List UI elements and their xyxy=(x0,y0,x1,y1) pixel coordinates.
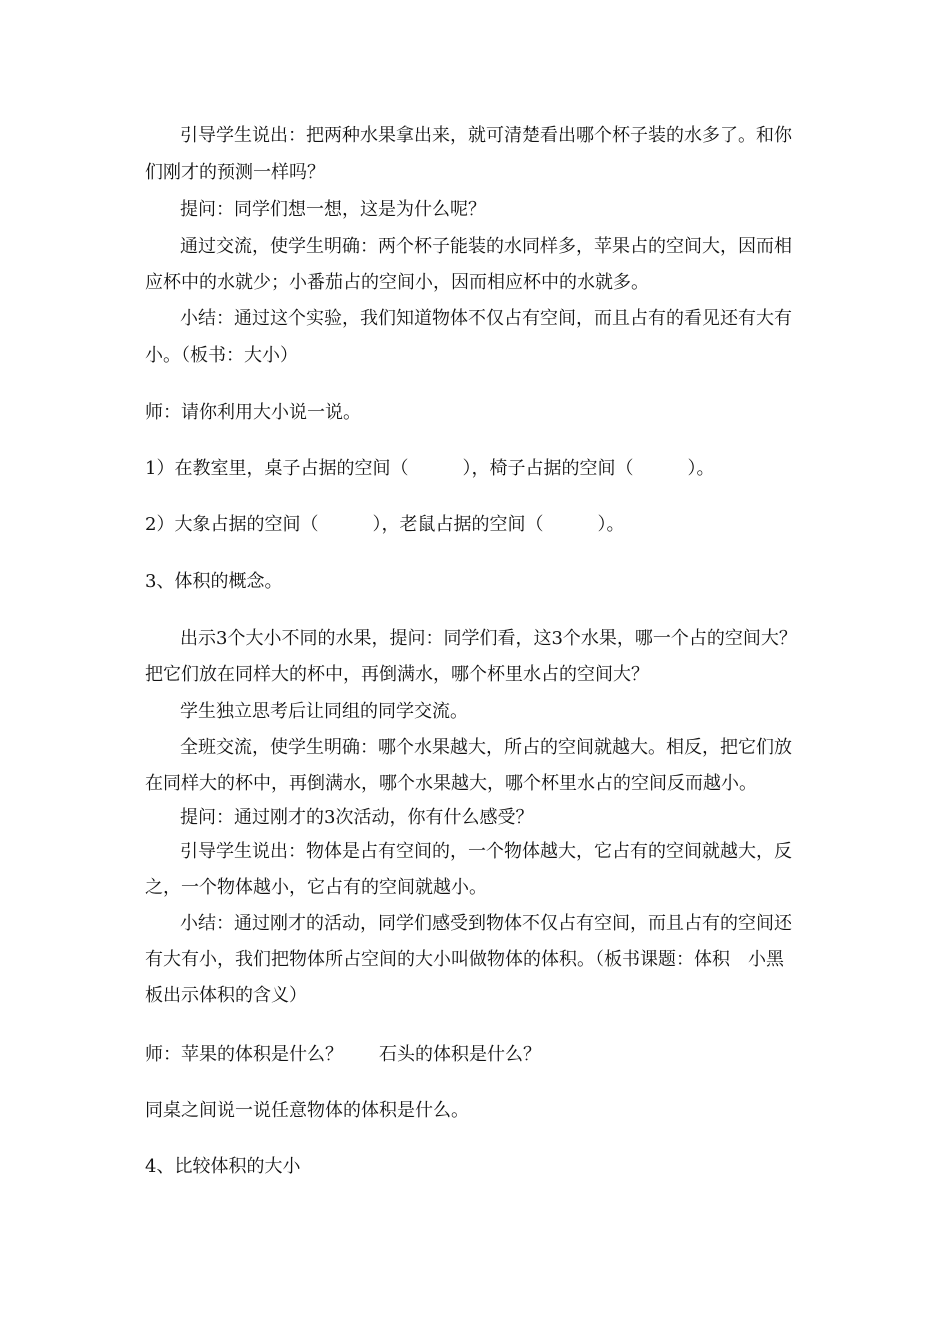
paragraph-line: 小。（板书：大小） xyxy=(145,345,298,366)
paragraph-line: 之，一个物体越小，它占有的空间就越小。 xyxy=(145,877,487,898)
paragraph-line: 引导学生说出：物体是占有空间的，一个物体越大，它占有的空间就越大，反 xyxy=(180,841,792,862)
paragraph-line: 通过交流，使学生明确：两个杯子能装的水同样多，苹果占的空间大，因而相 xyxy=(180,236,792,257)
section-heading: 4、比较体积的大小 xyxy=(145,1156,301,1177)
section-heading: 3、体积的概念。 xyxy=(145,571,283,592)
paragraph-line: 全班交流，使学生明确：哪个水果越大，所占的空间就越大。相反，把它们放 xyxy=(180,737,792,758)
paragraph-line: 学生独立思考后让同组的同学交流。 xyxy=(180,701,468,722)
paragraph-line: 提问：同学们想一想，这是为什么呢？ xyxy=(180,199,486,220)
paragraph-line: 小结：通过刚才的活动，同学们感受到物体不仅占有空间，而且占有的空间还 xyxy=(180,913,792,934)
paragraph-line: 板出示体积的含义） xyxy=(145,985,307,1006)
paragraph-line: 出示3个大小不同的水果，提问：同学们看，这3个水果，哪一个占的空间大？ xyxy=(180,628,797,649)
exercise-item-2: 2）大象占据的空间（ ），老鼠占据的空间（ ）。 xyxy=(145,514,625,535)
paragraph-line: 应杯中的水就少；小番茄占的空间小，因而相应杯中的水就多。 xyxy=(145,272,649,293)
teacher-prompt: 师：请你利用大小说一说。 xyxy=(145,402,361,423)
paragraph-line: 们刚才的预测一样吗？ xyxy=(145,162,325,183)
teacher-question: 师：苹果的体积是什么？ 石头的体积是什么？ xyxy=(145,1044,541,1065)
paragraph-line: 在同样大的杯中，再倒满水，哪个水果越大，哪个杯里水占的空间反而越小。 xyxy=(145,773,757,794)
paragraph-line: 同桌之间说一说任意物体的体积是什么。 xyxy=(145,1100,469,1121)
exercise-item-1: 1）在教室里，桌子占据的空间（ ），椅子占据的空间（ ）。 xyxy=(145,458,715,479)
paragraph-line: 引导学生说出：把两种水果拿出来，就可清楚看出哪个杯子装的水多了。和你 xyxy=(180,125,792,146)
paragraph-line: 提问：通过刚才的3次活动，你有什么感受？ xyxy=(180,807,534,828)
paragraph-line: 有大有小，我们把物体所占空间的大小叫做物体的体积。（板书课题：体积 小黑 xyxy=(145,949,784,970)
paragraph-line: 把它们放在同样大的杯中，再倒满水，哪个杯里水占的空间大？ xyxy=(145,664,649,685)
paragraph-line: 小结：通过这个实验，我们知道物体不仅占有空间，而且占有的看见还有大有 xyxy=(180,308,792,329)
